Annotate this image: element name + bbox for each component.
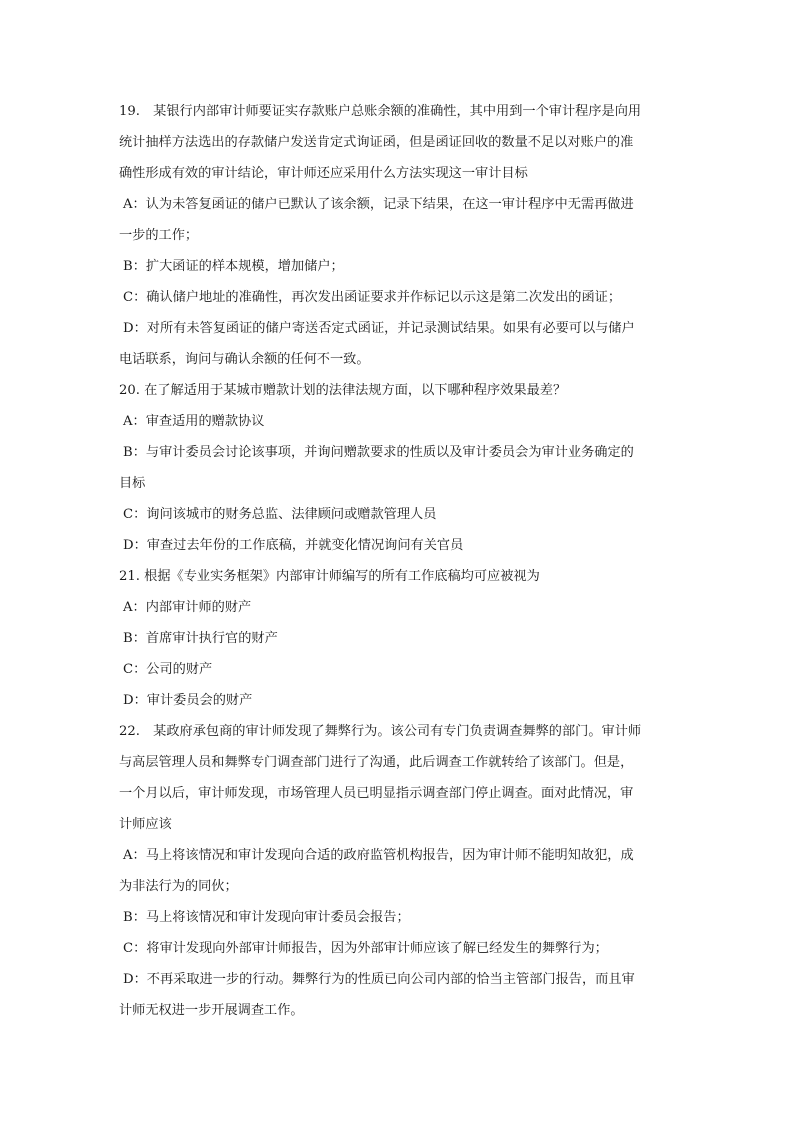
option-a-line-1: A：内部审计师的财产 [123,600,252,615]
question-20 [119,375,675,561]
option-d-line-2: 计师无权进一步开展调查工作。 [119,1003,304,1018]
question-20-option-a [119,406,675,437]
question-21-option-c [119,654,675,685]
option-a-line-1: A：马上将该情况和审计发现向合适的政府监管机构报告，因为审计师不能明知故犯，成 [123,848,634,863]
option-d-line-1: D：审计委员会的财产 [123,693,253,708]
question-21 [119,561,675,716]
question-22 [119,716,675,1026]
question-20-option-b [119,437,675,499]
question-22-option-c [119,933,675,964]
question-22-stem-line-1: 22. 某政府承包商的审计师发现了舞弊行为。该公司有专门负责调查舞弊的部门。审计师 [119,724,642,739]
option-b-line-1: B：与审计委员会讨论该事项，并询问赠款要求的性质以及审计委员会为审计业务确定的 [123,445,634,460]
question-22-stem-line-2: 与高层管理人员和舞弊专门调查部门进行了沟通，此后调查工作就转给了该部门。但是， [119,755,634,770]
question-19-option-c [119,282,675,313]
question-22-option-d [119,964,675,1026]
question-19-stem-line-2: 统计抽样方法选出的存款储户发送肯定式询证函，但是函证回收的数量不足以对账户的准 [119,135,634,150]
option-c-line-1: C：公司的财产 [123,662,213,677]
option-b-line-2: 目标 [119,476,146,491]
option-d-line-2: 电话联系，询问与确认余额的任何不一致。 [119,352,370,367]
question-22-stem-line-3: 一个月以后，审计师发现，市场管理人员已明显指示调查部门停止调查。面对此情况，审 [119,786,634,801]
option-c-line-1: C：询问该城市的财务总监、法律顾问或赠款管理人员 [123,507,437,522]
option-c-line-1: C：确认储户地址的准确性，再次发出函证要求并作标记以示这是第二次发出的函证； [123,290,622,305]
document-content [119,96,675,1026]
option-b-line-1: B：扩大函证的样本规模，增加储户； [123,259,344,274]
option-c-line-1: C：将审计发现向外部审计师报告，因为外部审计师应该了解已经发生的舞弊行为； [123,941,608,956]
option-a-line-2: 一步的工作； [119,228,199,243]
option-a-line-1: A：审查适用的赠款协议 [123,414,265,429]
question-22-option-b [119,902,675,933]
question-20-option-c [119,499,675,530]
question-22-option-a [119,840,675,902]
question-19 [119,96,675,375]
question-21-option-a [119,592,675,623]
question-19-option-a [119,189,675,251]
question-20-stem-line-1: 20. 在了解适用于某城市赠款计划的法律法规方面，以下哪种程序效果最差？ [119,383,567,398]
option-d-line-1: D：审查过去年份的工作底稿，并就变化情况询问有关官员 [123,538,464,553]
question-19-option-d [119,313,675,375]
option-a-line-1: A：认为未答复函证的储户已默认了该余额，记录下结果，在这一审计程序中无需再做进 [123,197,634,212]
option-b-line-1: B：马上将该情况和审计发现向审计委员会报告； [123,910,410,925]
option-d-line-1: D：对所有未答复函证的储户寄送否定式函证，并记录测试结果。如果有必要可以与储户 [123,321,635,336]
question-19-stem-line-3: 确性形成有效的审计结论，审计师还应采用什么方法实现这一审计目标 [119,166,528,181]
question-22-stem-line-4: 计师应该 [119,817,172,832]
question-19-option-b [119,251,675,282]
question-21-stem-line-1: 21. 根据《专业实务框架》内部审计师编写的所有工作底稿均可应被视为 [119,569,540,584]
question-21-option-d [119,685,675,716]
question-19-stem-line-1: 19. 某银行内部审计师要证实存款账户总账余额的准确性，其中用到一个审计程序是向用 [119,104,642,119]
question-21-option-b [119,623,675,654]
option-d-line-1: D：不再采取进一步的行动。舞弊行为的性质已向公司内部的恰当主管部门报告，而且审 [123,972,635,987]
question-20-option-d [119,530,675,561]
option-a-line-2: 为非法行为的同伙； [119,879,238,894]
option-b-line-1: B：首席审计执行官的财产 [123,631,278,646]
